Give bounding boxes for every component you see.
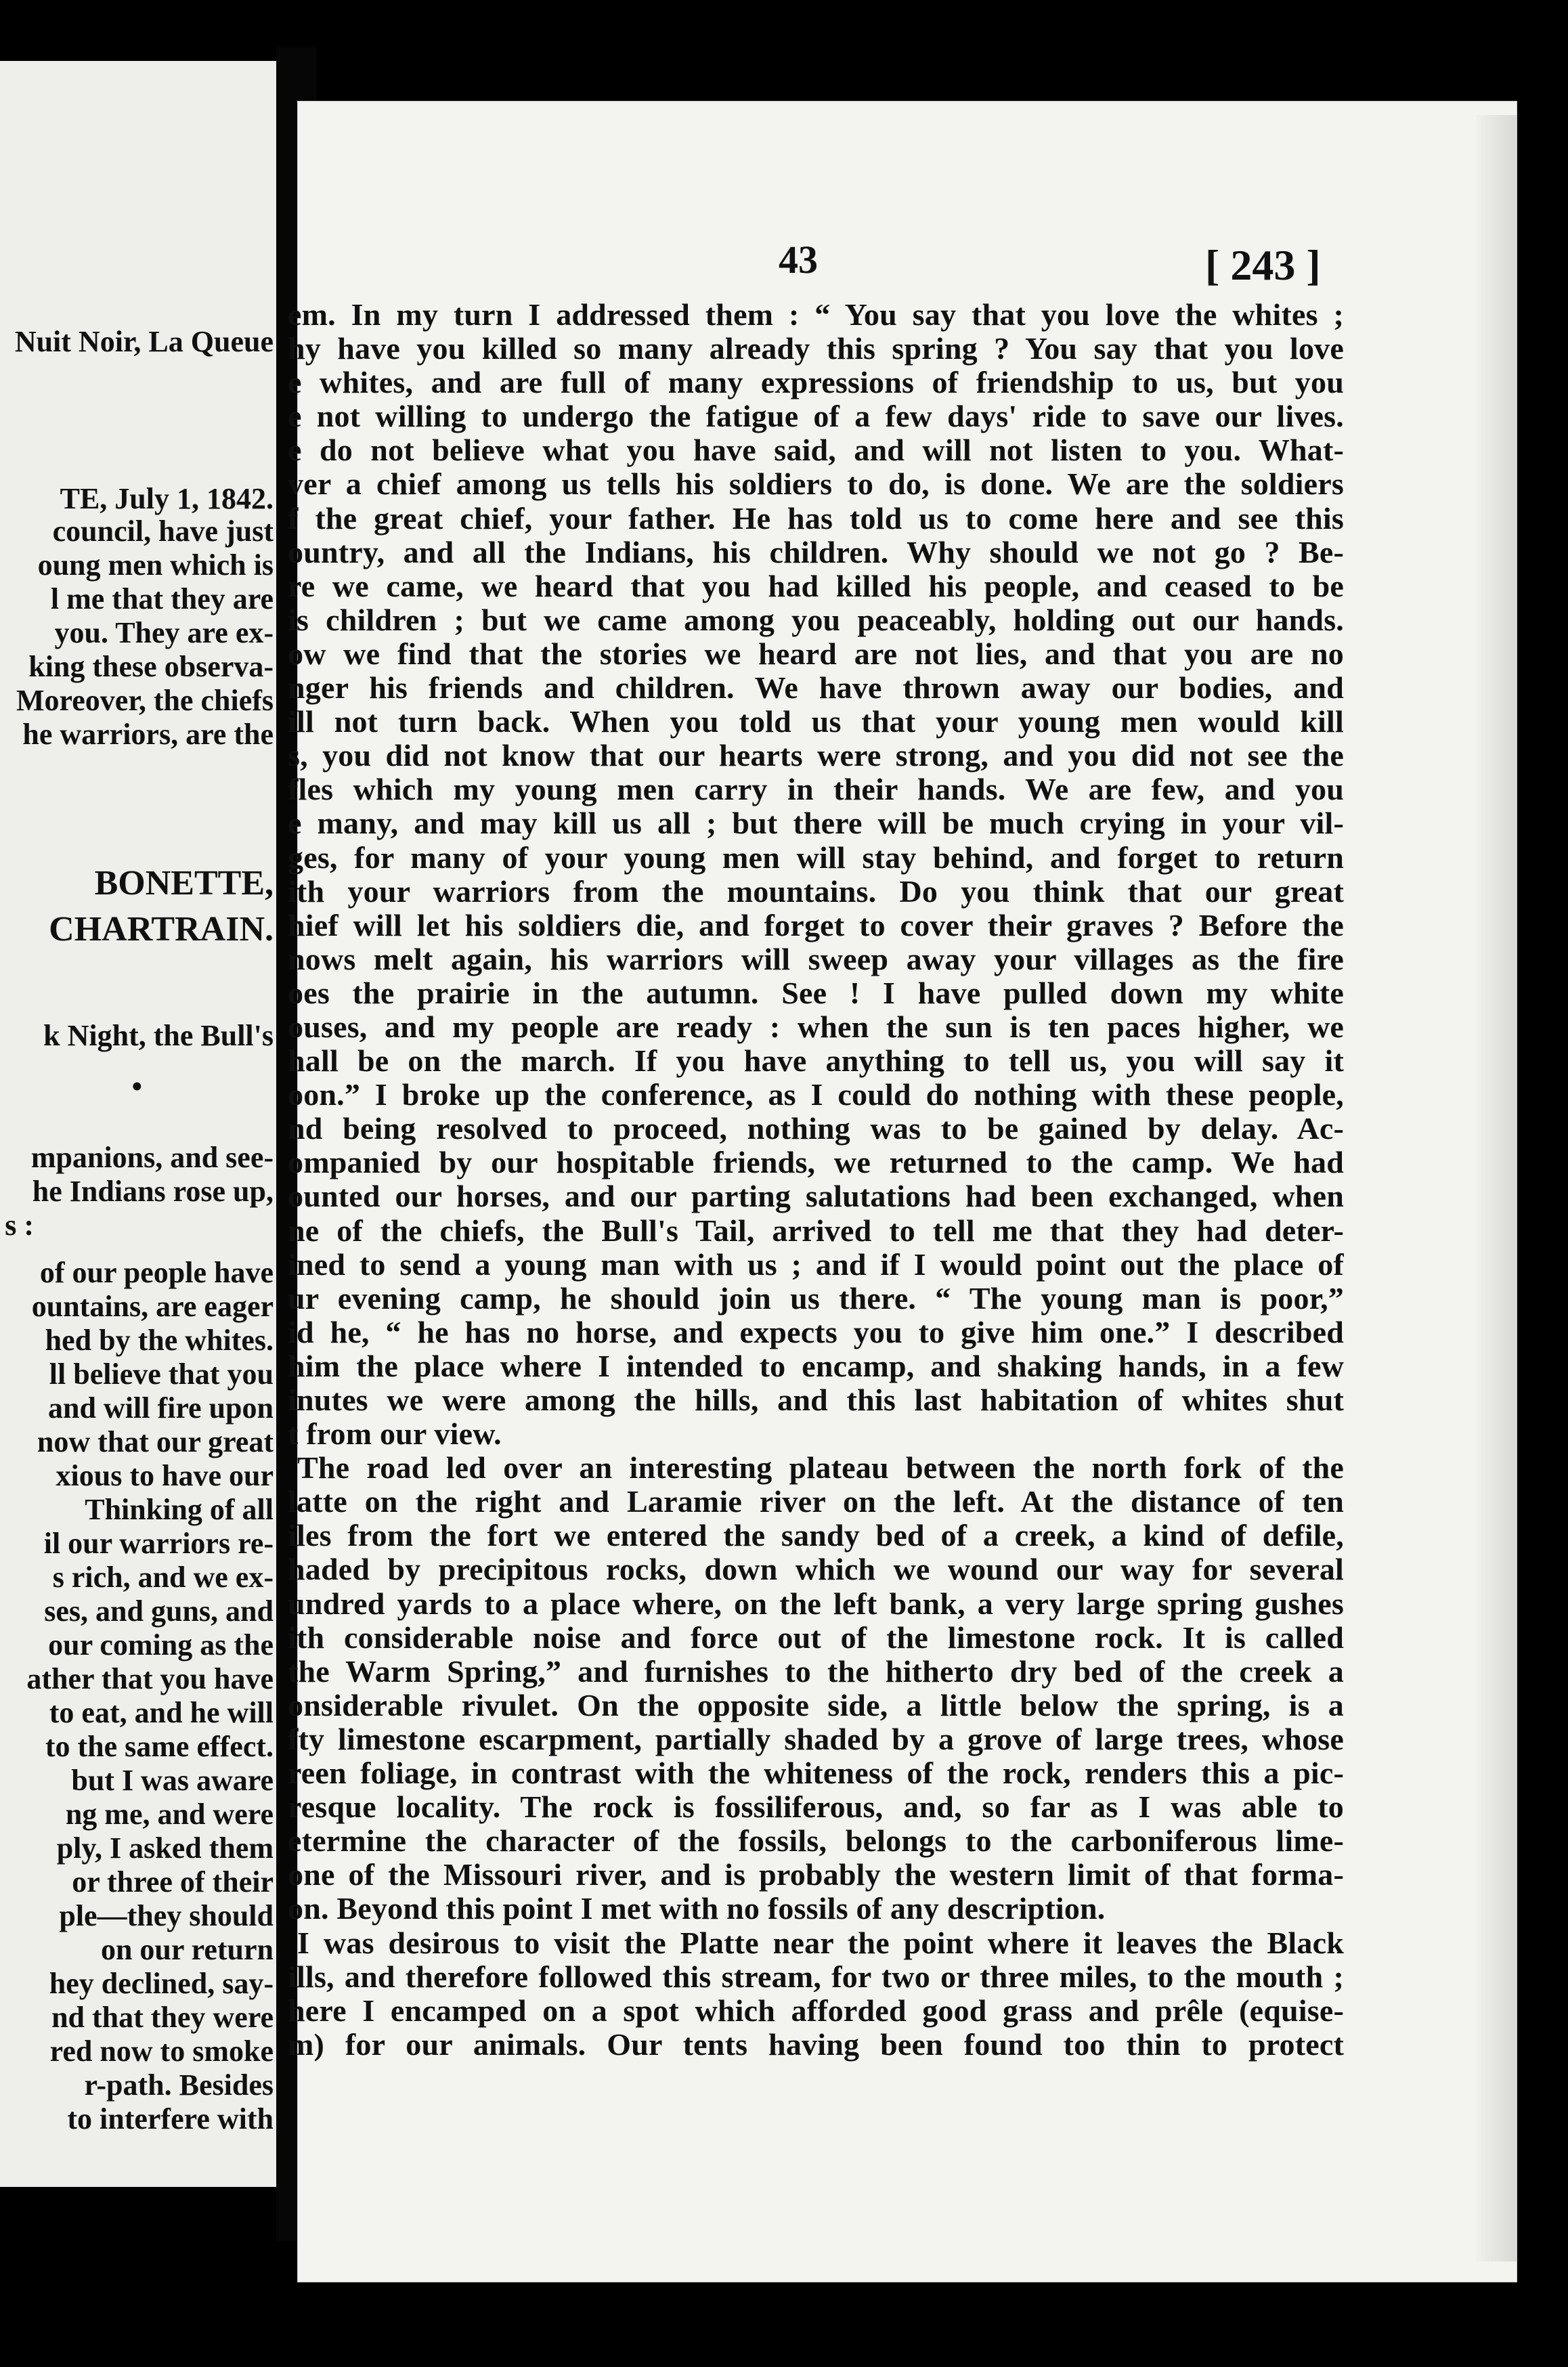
text-line: oes the prairie in the autumn. See ! I have pulled down my white — [288, 976, 1344, 1010]
left-page-fragment — [0, 61, 284, 2187]
left-line: to interfere with — [67, 2102, 274, 2135]
text-line: The road led over an interesting plateau between the north fork of the — [297, 1451, 1344, 1485]
left-line: Moreover, the chiefs — [16, 684, 274, 717]
text-line: e not willing to undergo the fatigue of a few days' ride to save our lives. — [288, 399, 1344, 434]
left-line: he warriors, are the — [22, 718, 274, 751]
left-line: k Night, the Bull's — [43, 1019, 274, 1052]
left-line: xious to have our — [56, 1459, 274, 1492]
left-line: you. They are ex- — [54, 616, 274, 649]
text-line: fty limestone escarpment, partially shaded by a grove of large trees, whose — [288, 1722, 1344, 1756]
left-line: hed by the whites. — [45, 1324, 274, 1357]
left-line: on our return — [100, 1933, 274, 1966]
text-line: hy have you killed so many already this spring ? You say that you love — [288, 332, 1344, 366]
text-line: here I encamped on a spot which afforded good grass and prêle (equise- — [288, 1993, 1344, 2028]
text-line: ompanied by our hospitable friends, we returned to the camp. We had — [288, 1146, 1344, 1180]
left-line: our coming as the — [48, 1628, 274, 1662]
text-line: ounted our horses, and our parting salutations had been exchanged, when — [288, 1179, 1344, 1214]
text-line: him the place where I intended to encamp, and shaking hands, in a few — [288, 1349, 1344, 1383]
text-line: e whites, and are full of many expressions of friendship to us, but you — [288, 366, 1344, 400]
text-line: iles from the fort we entered the sandy bed of a creek, a kind of defile, — [288, 1519, 1344, 1553]
left-line: il our warriors re- — [43, 1527, 274, 1560]
text-line: m) for our animals. Our tents having been found too thin to protect — [288, 2027, 1344, 2062]
text-line: s, you did not know that our hearts were strong, and you did not see the — [288, 739, 1344, 773]
left-line: to the same effect. — [45, 1730, 274, 1763]
left-line: red now to smoke — [49, 2035, 274, 2068]
text-line: undred yards to a place where, on the left bank, a very large spring gushes — [288, 1586, 1344, 1621]
left-line: he Indians rose up, — [32, 1175, 274, 1208]
text-line: one of the Missouri river, and is probably the western limit of that forma- — [288, 1858, 1344, 1892]
left-line: • — [131, 1070, 142, 1103]
main-body-text — [288, 298, 1344, 2062]
text-line: ined to send a young man with us ; and if I would point out the place of — [288, 1247, 1344, 1282]
text-line: ills, and therefore followed this stream, for two or three miles, to the mouth ; — [288, 1959, 1344, 1994]
text-line: is children ; but we came among you peaceably, holding out our hands. — [288, 603, 1344, 637]
text-line: resque locality. The rock is fossiliferous, and, so far as I was able to — [288, 1790, 1344, 1825]
text-line: ouses, and my people are ready : when the sun is ten paces higher, we — [288, 1009, 1344, 1044]
left-line: mpanions, and see- — [30, 1141, 274, 1174]
left-line: or three of their — [72, 1865, 274, 1898]
text-line: nd being resolved to proceed, nothing was to be gained by delay. Ac- — [288, 1112, 1344, 1146]
text-line: hall be on the march. If you have anything to tell us, you will say it — [288, 1044, 1344, 1079]
text-line: haded by precipitous rocks, down which we wound our way for several — [288, 1552, 1344, 1587]
left-line: nd that they were — [51, 2001, 274, 2034]
left-line: council, have just — [52, 515, 274, 548]
text-line: onsiderable rivulet. On the opposite side, a little below the spring, is a — [288, 1688, 1344, 1722]
left-heading: CHARTRAIN. — [49, 910, 274, 949]
text-line: hief will let his soldiers die, and forget to cover their graves ? Before the — [288, 908, 1344, 942]
text-line: e many, and may kill us all ; but there will be much crying in your vil- — [288, 806, 1344, 841]
left-line: now that our great — [37, 1425, 274, 1458]
text-line: on. Beyond this point I met with no fossils of any description. — [288, 1892, 1106, 1926]
left-line: ll believe that you — [49, 1358, 274, 1391]
page-edge-shadow — [1476, 115, 1517, 2261]
text-line: I was desirous to visit the Platte near the point where it leaves the Black — [297, 1926, 1344, 1960]
text-line: inutes we were among the hills, and this last habitation of whites shut — [288, 1383, 1344, 1417]
text-line: oon.” I broke up the conference, as I could do nothing with these people, — [288, 1078, 1344, 1112]
left-line: ply, I asked them — [56, 1831, 274, 1865]
left-line: ountains, are eager — [31, 1290, 274, 1323]
text-line: latte on the right and Laramie river on the left. At the distance of ten — [288, 1485, 1344, 1519]
left-line: but I was aware — [71, 1764, 274, 1797]
left-line: to eat, and he will — [49, 1696, 274, 1729]
text-line: t from our view. — [288, 1417, 502, 1452]
left-line: r-path. Besides — [84, 2068, 274, 2102]
text-line: ver a chief among us tells his soldiers to do, is done. We are the soldiers — [288, 467, 1344, 502]
left-line: ather that you have — [26, 1662, 274, 1695]
left-heading: BONETTE, — [94, 864, 274, 903]
text-line: nows melt again, his warriors will sweep away your villages as the fire — [288, 942, 1344, 976]
left-line: hey declined, say- — [49, 1967, 274, 2000]
text-line: ges, for many of your young men will stay behind, and forget to return — [288, 840, 1344, 875]
left-line: ses, and guns, and — [44, 1594, 274, 1628]
text-line: reen foliage, in contrast with the whiteness of the rock, renders this a pic- — [288, 1756, 1344, 1791]
text-line: ith considerable noise and force out of the limestone rock. It is called — [288, 1620, 1344, 1655]
left-line: ng me, and were — [65, 1798, 274, 1831]
text-line: e do not believe what you have said, and will not listen to you. What- — [288, 433, 1344, 468]
text-line: ill not turn back. When you told us that your young men would kill — [288, 705, 1344, 739]
left-line: ple—they should — [59, 1899, 274, 1932]
text-line: ountry, and all the Indians, his children. Why should we not go ? Be- — [288, 535, 1344, 569]
left-line: TE, July 1, 1842. — [60, 482, 274, 515]
bracket-page-number: [ 243 ] — [1205, 241, 1321, 289]
left-line: king these observa- — [28, 650, 274, 683]
left-line: s : — [5, 1209, 34, 1242]
text-line: re we came, we heard that you had killed his people, and ceased to be — [288, 569, 1344, 603]
text-line: f the great chief, your father. He has told us to come here and see this — [288, 501, 1344, 536]
left-line: Thinking of all — [85, 1493, 274, 1526]
text-line: ur evening camp, he should join us there. “ The young man is poor,” — [288, 1281, 1344, 1316]
text-line: ith your warriors from the mountains. Do you think that our great — [288, 874, 1344, 909]
page-number: 43 — [779, 238, 818, 282]
left-line: l me that they are — [50, 582, 274, 615]
text-line: em. In my turn I addressed them : “ You say that you love the whites ; — [288, 298, 1344, 332]
text-line: nger his friends and children. We have thrown away our bodies, and — [288, 671, 1344, 705]
text-line: the Warm Spring,” and furnishes to the hitherto dry bed of the creek a — [288, 1654, 1344, 1689]
text-line: fles which my young men carry in their hands. We are few, and you — [288, 773, 1344, 807]
left-line: oung men which is — [37, 548, 274, 582]
left-line: of our people have — [39, 1256, 274, 1289]
text-line: etermine the character of the fossils, belongs to the carboniferous lime- — [288, 1824, 1344, 1859]
text-line: id he, “ he has no horse, and expects you to give him one.” I described — [288, 1315, 1344, 1349]
text-line: ne of the chiefs, the Bull's Tail, arrived to tell me that they had deter- — [288, 1213, 1344, 1248]
text-line: ow we find that the stories we heard are not lies, and that you are no — [288, 636, 1344, 671]
left-line: s rich, and we ex- — [52, 1561, 274, 1594]
left-line: Nuit Noir, La Queue — [14, 325, 274, 358]
left-line: and will fire upon — [48, 1391, 274, 1425]
